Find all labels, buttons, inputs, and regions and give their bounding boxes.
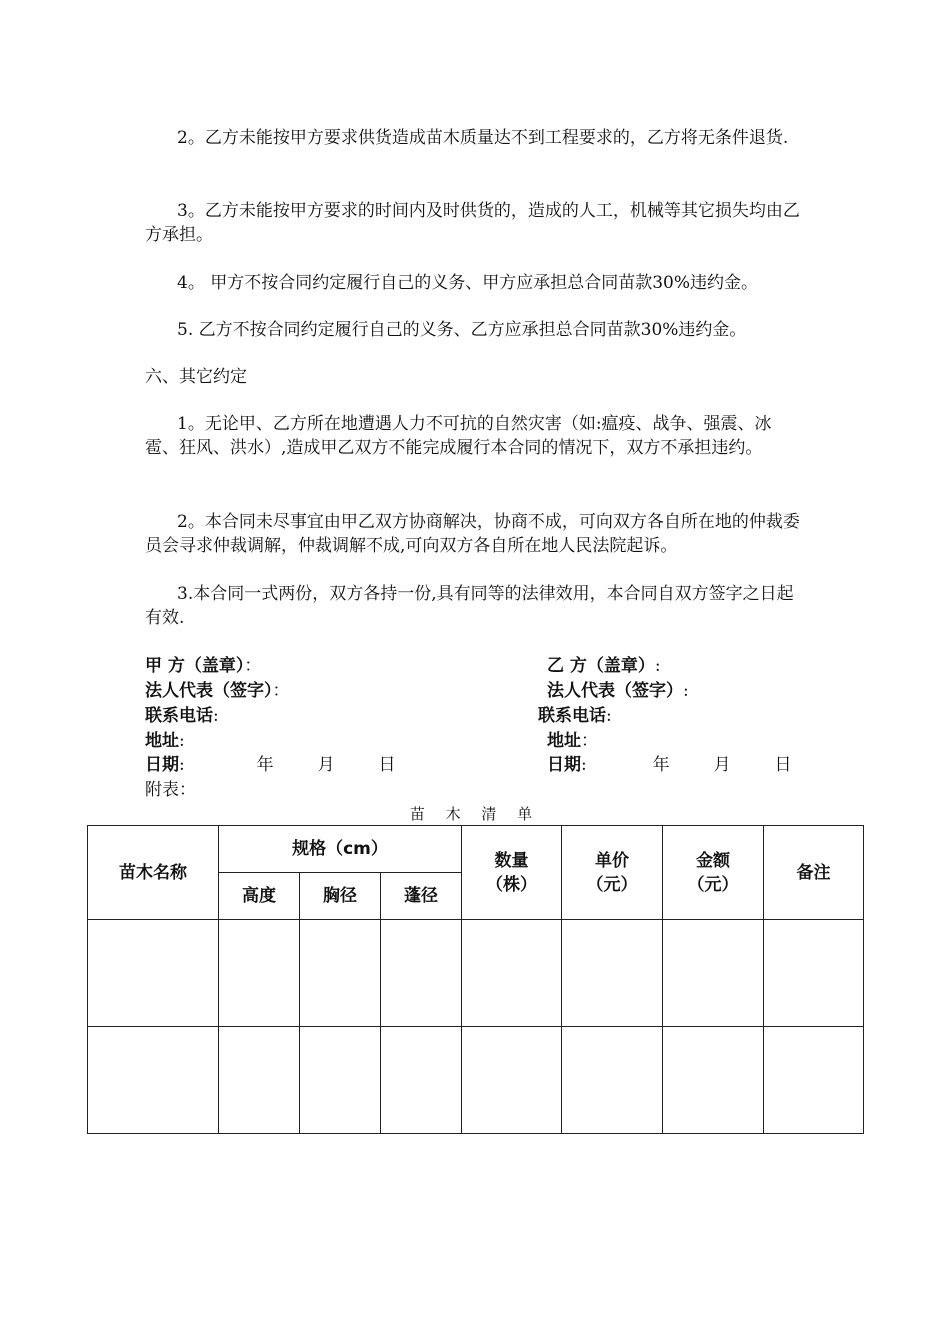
table-cell (462, 1027, 562, 1134)
party-a-address: 地址: (145, 731, 185, 751)
party-b-date: 日期: 年 月 日 (547, 755, 792, 775)
party-a-rep: 法人代表（签字）： (145, 681, 290, 701)
nursery-stock-table (87, 825, 864, 1134)
party-b-rep: 法人代表（签字）: (547, 681, 689, 701)
col-qty-header: 数量 （株） (462, 826, 562, 920)
party-a-date: 日期: 年 月 日 (145, 755, 396, 775)
col-dbh-header: 胸径 (300, 873, 381, 920)
section-6-item-2: 2。本合同未尽事宜由甲乙双方协商解决，协商不成，可向双方各自所在地的仲裁委员会寻求仲裁调解，仲裁调解不成,可向双方各自所在地人民法院起诉。 (145, 512, 800, 556)
table-row (88, 1027, 864, 1134)
table-title: 苗 木 清 单 (409, 805, 541, 823)
table-cell (562, 920, 663, 1027)
table-cell (219, 1027, 300, 1134)
col-height-header: 高度 (219, 873, 300, 920)
col-remark-header: 备注 (764, 826, 864, 920)
party-a-day: 日 (378, 755, 396, 775)
clause-5: 5. 乙方不按合同约定履行自己的义务、乙方应承担总合同苗款30%违约金。 (177, 320, 747, 340)
table-cell (381, 1027, 462, 1134)
col-name-header: 苗木名称 (88, 826, 219, 920)
table-cell (300, 1027, 381, 1134)
table-cell (381, 920, 462, 1027)
section-6-item-1: 1。无论甲、乙方所在地遭遇人力不可抗的自然灾害（如:瘟疫、战争、强震、冰雹、狂风、洪水）,造成甲乙双方不能完成履行本合同的情况下，双方不承担违约。 (145, 414, 772, 458)
table-cell (462, 920, 562, 1027)
party-b-phone: 联系电话: (538, 706, 612, 726)
party-a-seal: 甲 方（盖章）： (145, 656, 262, 676)
party-b-address: 地址： (547, 731, 598, 751)
party-b-day: 日 (774, 755, 792, 775)
table-cell (764, 920, 864, 1027)
table-cell (764, 1027, 864, 1134)
party-b-month: 月 (713, 755, 731, 775)
attachment-label: 附表： (145, 780, 196, 800)
table-cell (663, 920, 764, 1027)
clause-3: 3。乙方未能按甲方要求的时间内及时供货的，造成的人工，机械等其它损失均由乙方承担。 (145, 201, 800, 245)
party-b-seal: 乙 方（盖章）: (547, 656, 661, 676)
party-a-phone: 联系电话: (145, 706, 219, 726)
table-cell (88, 1027, 219, 1134)
party-a-year: 年 (256, 755, 274, 775)
clause-2: 2。乙方未能按甲方要求供货造成苗木质量达不到工程要求的，乙方将无条件退货. (177, 128, 789, 148)
col-crown-header: 蓬径 (381, 873, 462, 920)
section-6-item-3: 3.本合同一式两份，双方各持一份,具有同等的法律效用，本合同自双方签字之日起有效. (145, 584, 794, 628)
clause-4: 4。 甲方不按合同约定履行自己的义务、甲方应承担总合同苗款30%违约金。 (177, 273, 759, 293)
table-cell (219, 920, 300, 1027)
table-cell (300, 920, 381, 1027)
table-cell (88, 920, 219, 1027)
col-price-header: 单价 （元） (562, 826, 663, 920)
col-amount-header: 金额 （元） (663, 826, 764, 920)
section-6-heading: 六、其它约定 (145, 367, 247, 387)
table-cell (663, 1027, 764, 1134)
table-row (88, 920, 864, 1027)
col-spec-header: 规格（cm） (219, 826, 462, 873)
table-cell (562, 1027, 663, 1134)
party-b-year: 年 (652, 755, 670, 775)
party-a-month: 月 (317, 755, 335, 775)
